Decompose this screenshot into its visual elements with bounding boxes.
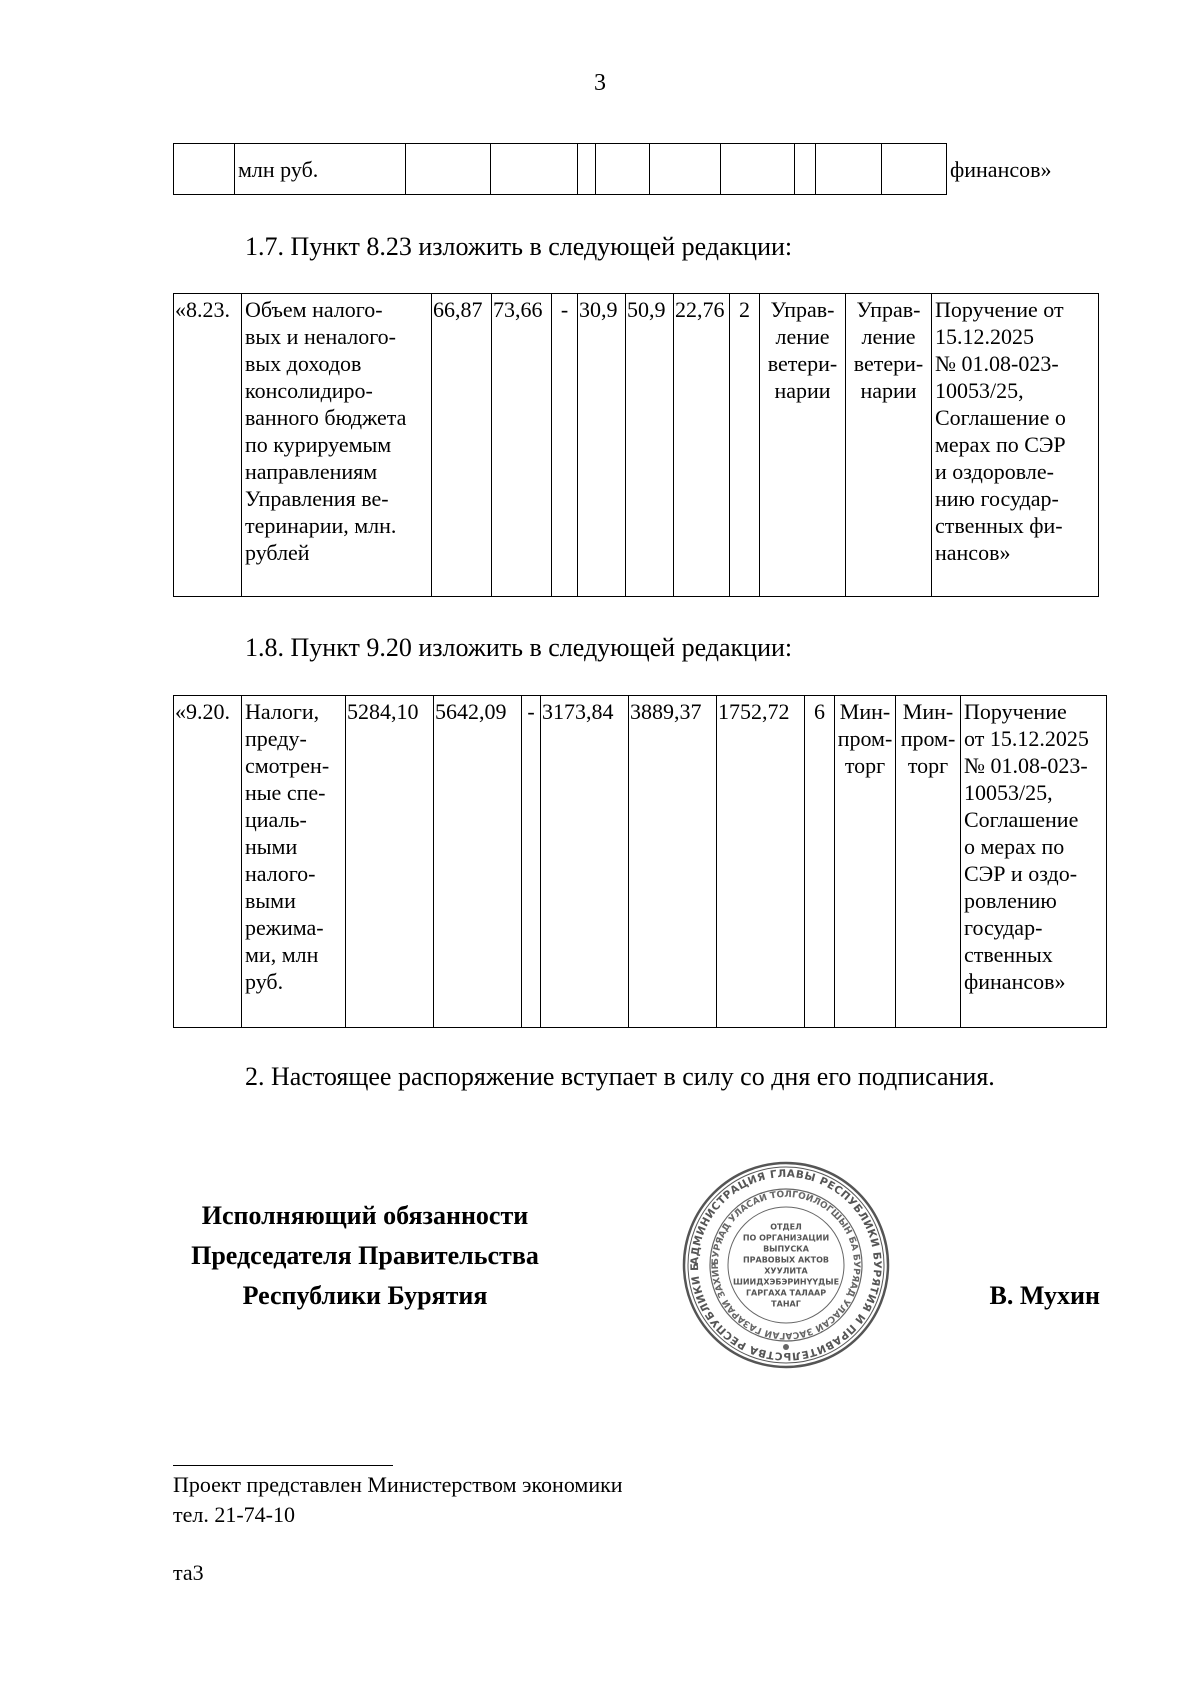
cell bbox=[650, 144, 721, 195]
seal-center-line: ОТДЕЛ bbox=[770, 1222, 802, 1232]
value-cell: 3889,37 bbox=[629, 696, 717, 1028]
page-number: 3 bbox=[594, 70, 606, 96]
cell bbox=[174, 144, 235, 195]
seal-center-line: ХУУЛИТА bbox=[764, 1266, 808, 1276]
value-cell: 2 bbox=[730, 294, 760, 597]
cell bbox=[578, 144, 596, 195]
indicator-name: Объем налого- вых и неналого- вых доходов консолидиро- ванного бюджета по курируемым направлениям Управления ве- теринарии, млн. рублей bbox=[242, 294, 432, 597]
responsible-cell: Мин- пром- торг bbox=[896, 696, 961, 1028]
footer-project-info bbox=[173, 1470, 623, 1530]
paragraph-2: 2. Настоящее распоряжение вступает в силу со дня его подписания. bbox=[245, 1062, 995, 1091]
signatory-title-line: Председателя Правительства bbox=[191, 1241, 539, 1270]
signatory-title-line: Исполняющий обязанности bbox=[201, 1201, 529, 1230]
basis-cell: Поручение от 15.12.2025 № 01.08-023- 10053/25, Соглашение о мерах по СЭР и оздоровле- нию государ- ственных фи- нансов» bbox=[932, 294, 1099, 597]
cell bbox=[882, 144, 947, 195]
value-cell: 3173,84 bbox=[541, 696, 629, 1028]
footer-line: Проект представлен Министерством экономики bbox=[173, 1472, 623, 1497]
official-seal bbox=[681, 1160, 891, 1370]
item-number: «9.20. bbox=[174, 696, 242, 1028]
cell bbox=[406, 144, 491, 195]
cell: млн руб. bbox=[235, 144, 406, 195]
basis-cell: Поручение от 15.12.2025 № 01.08-023- 10053/25, Соглашение о мерах по СЭР и оздо- ровлению государ- ственных финансов» bbox=[961, 696, 1107, 1028]
paragraph-1-8: 1.8. Пункт 9.20 изложить в следующей редакции: bbox=[245, 633, 793, 662]
svg-text:БУРЯАД УЛАСАЙ ТОЛГОЙЛОГШЫН БА: БУРЯАД УЛАСАЙ ТОЛГОЙЛОГШЫН БА БУРЯАД УЛАСАЙ ЗАСАГАЙ ГАЗАРАЙ ЗАХИР bbox=[710, 1189, 862, 1341]
value-cell: 5642,09 bbox=[434, 696, 522, 1028]
value-cell: 73,66 bbox=[492, 294, 552, 597]
value-cell: - bbox=[522, 696, 541, 1028]
value-cell: 30,9 bbox=[578, 294, 626, 597]
signatory-title-line: Республики Бурятия bbox=[242, 1281, 488, 1310]
value-cell: - bbox=[552, 294, 578, 597]
value-cell: 66,87 bbox=[432, 294, 492, 597]
value-cell: 6 bbox=[805, 696, 835, 1028]
seal-center-line: ТАНАГ bbox=[771, 1299, 801, 1309]
footnote-divider bbox=[173, 1465, 393, 1466]
value-cell: 50,9 bbox=[626, 294, 674, 597]
value-cell: 1752,72 bbox=[717, 696, 805, 1028]
seal-center-line: ПО ОРГАНИЗАЦИИ bbox=[742, 1233, 830, 1243]
paragraph-1-7: 1.7. Пункт 8.23 изложить в следующей редакции: bbox=[245, 232, 793, 261]
seal-center-line: ВЫПУСКА bbox=[763, 1244, 809, 1254]
table-item-9-20 bbox=[173, 695, 1107, 1028]
footer-line: тел. 21-74-10 bbox=[173, 1502, 296, 1527]
table-continuation: млн руб. финансов» bbox=[173, 143, 1099, 195]
footer-code: та3 bbox=[173, 1560, 204, 1585]
responsible-cell: Мин- пром- торг bbox=[835, 696, 896, 1028]
seal-center-line: ГАРГАХА ТАЛААР bbox=[745, 1288, 827, 1298]
item-number: «8.23. bbox=[174, 294, 242, 597]
responsible-cell: Управ- ление ветери- нарии bbox=[760, 294, 846, 597]
responsible-cell: Управ- ление ветери- нарии bbox=[846, 294, 932, 597]
table-item-8-23 bbox=[173, 293, 1099, 597]
value-cell: 5284,10 bbox=[346, 696, 434, 1028]
cell bbox=[596, 144, 650, 195]
signatory-title bbox=[170, 1196, 560, 1316]
cell bbox=[721, 144, 795, 195]
svg-text:АДМИНИСТРАЦИЯ ГЛАВЫ РЕСПУБЛИКИ: АДМИНИСТРАЦИЯ ГЛАВЫ РЕСПУБЛИКИ БУРЯТИЯ И ПРАВИТЕЛЬСТВА РЕСПУБЛИКИ Б bbox=[688, 1167, 884, 1363]
seal-center-line: ШИИДХЭБЭРИНҮҮДЫЕ bbox=[732, 1277, 840, 1287]
indicator-name: Налоги, преду- смотрен- ные спе- циаль- ными налого- выми режима- ми, млн руб. bbox=[242, 696, 346, 1028]
signatory-name: В. Мухин bbox=[989, 1281, 1100, 1310]
cell bbox=[795, 144, 816, 195]
cell bbox=[816, 144, 882, 195]
seal-center-line: ПРАВОВЫХ АКТОВ bbox=[742, 1255, 830, 1265]
cell bbox=[491, 144, 578, 195]
value-cell: 22,76 bbox=[674, 294, 730, 597]
